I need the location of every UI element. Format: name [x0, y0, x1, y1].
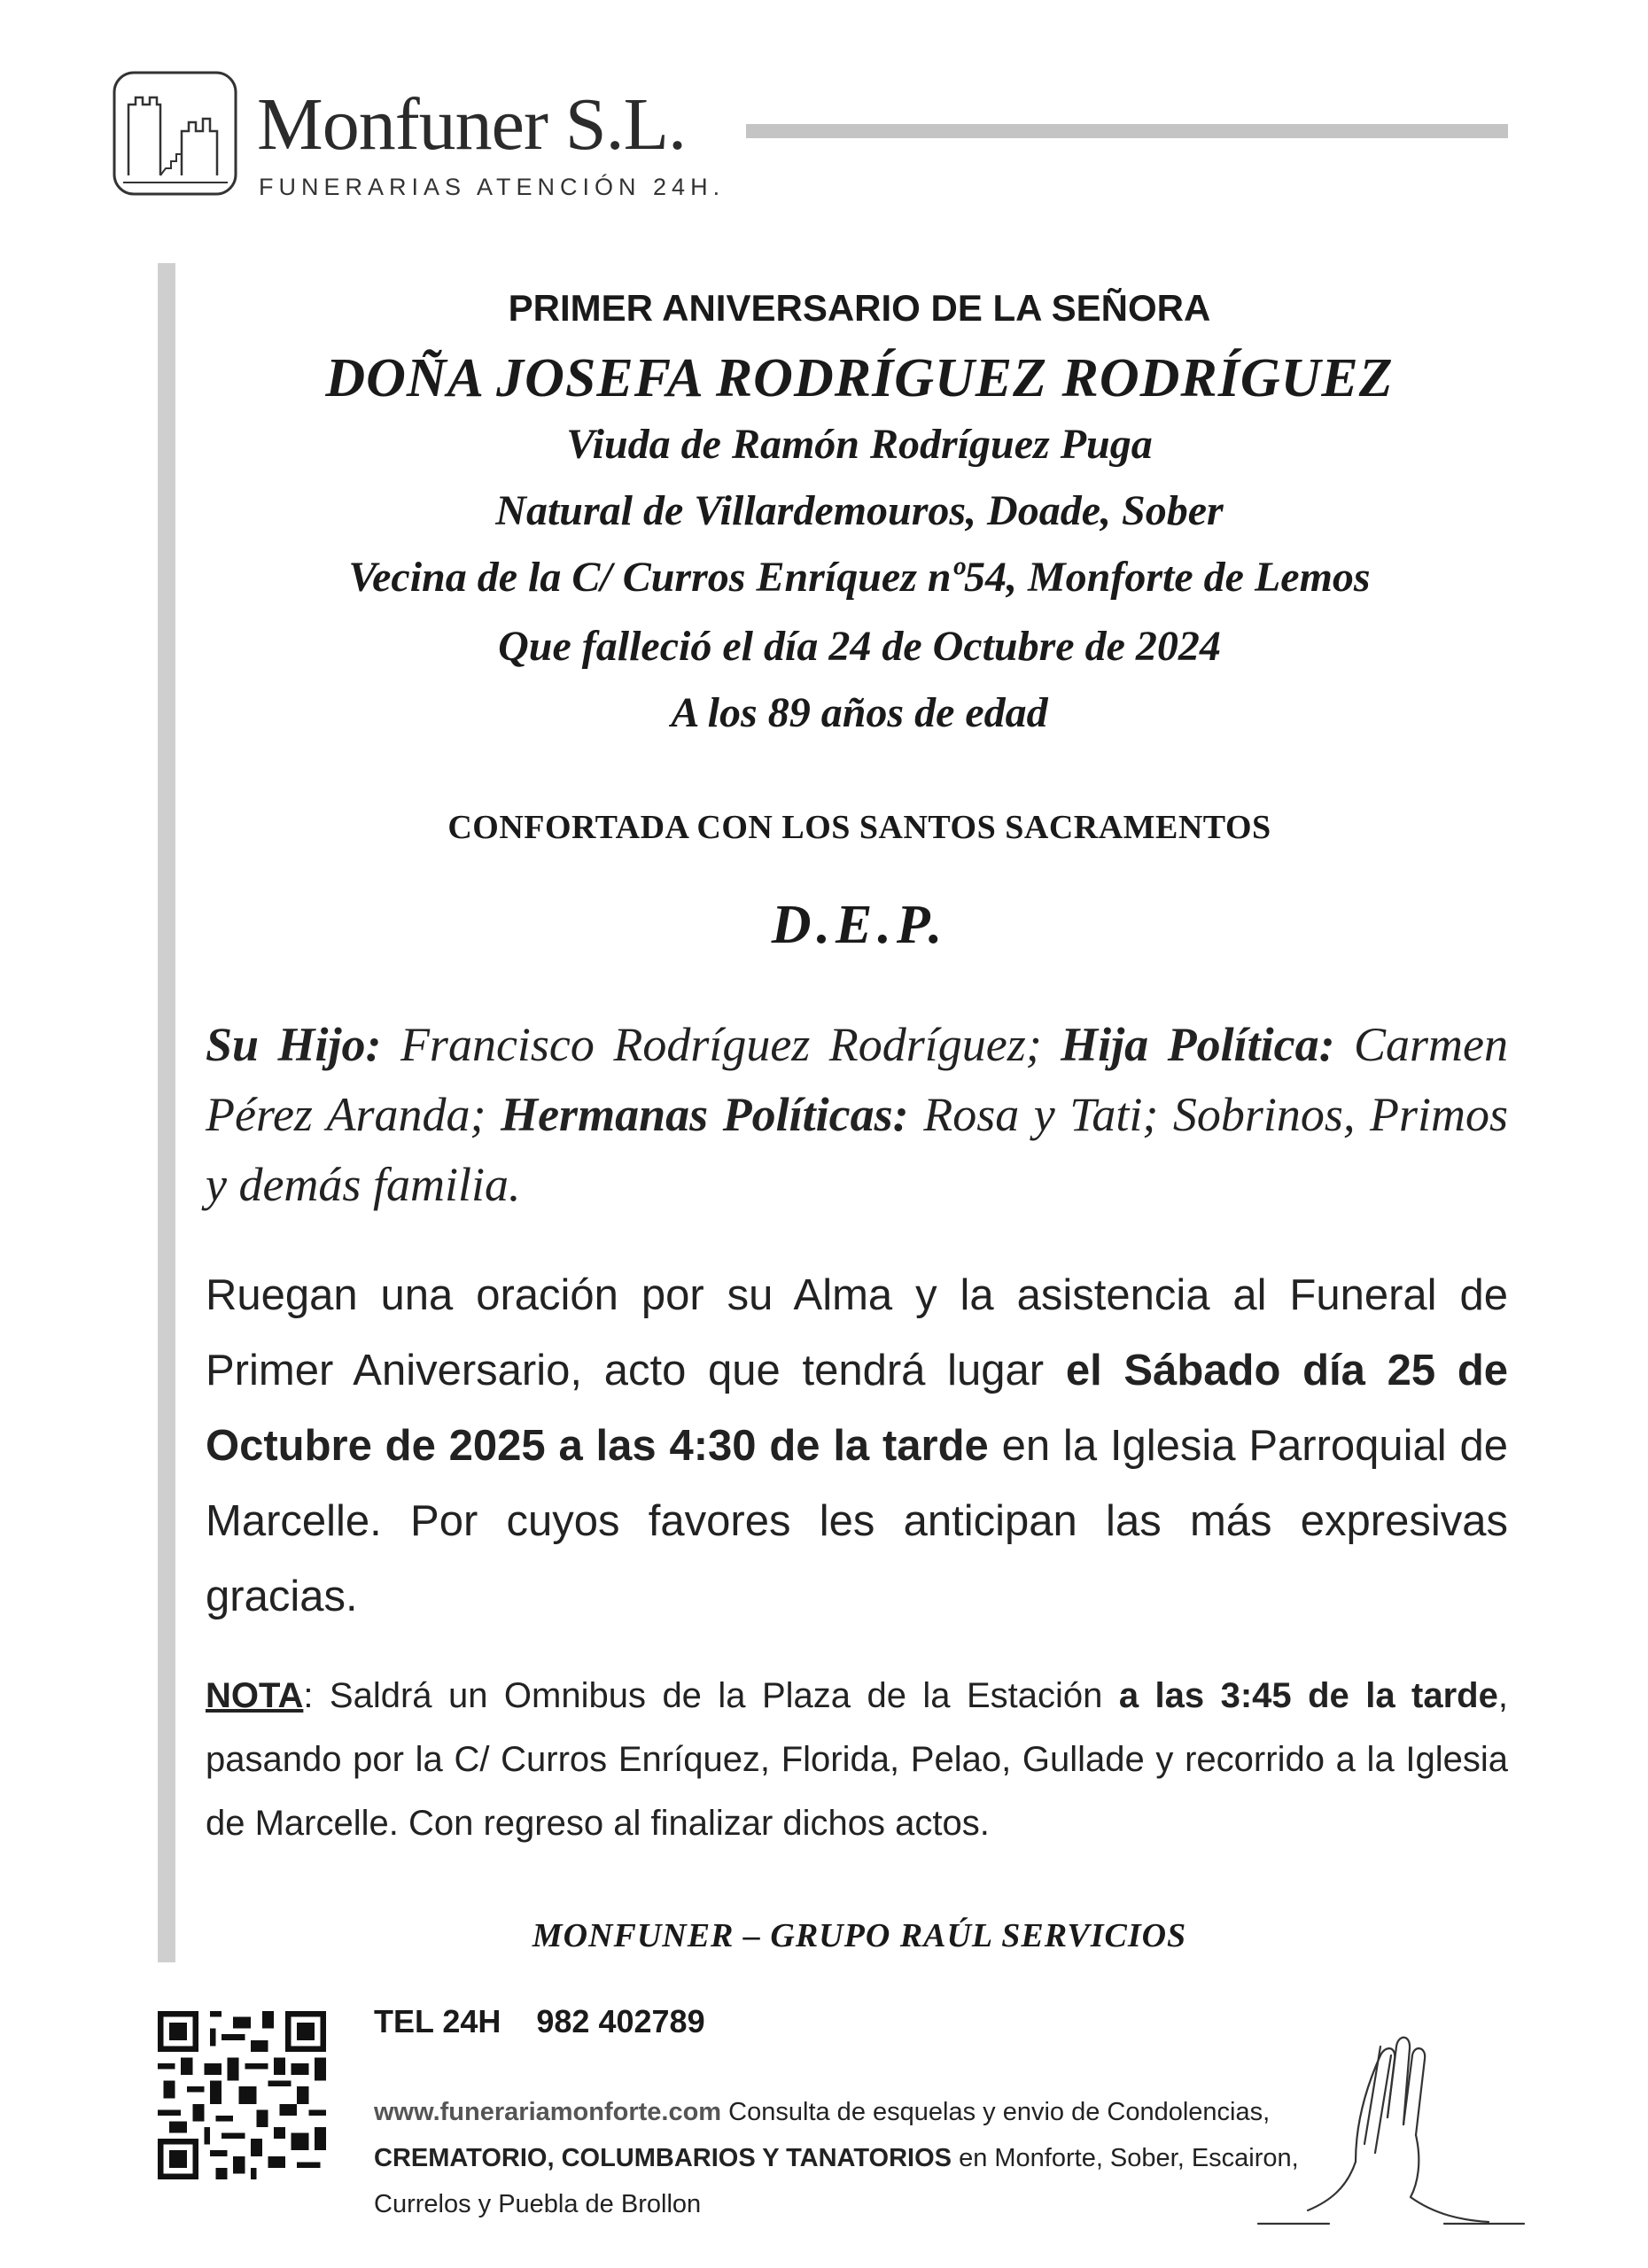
monfuner-logo-icon: [111, 69, 239, 198]
nota-label: NOTA: [206, 1676, 304, 1715]
sacraments-line: CONFORTADA CON LOS SANTOS SACRAMENTOS: [447, 809, 1271, 846]
tel-label: TEL 24H: [374, 2003, 501, 2039]
header-divider: [746, 124, 1508, 138]
death-date-line: Que falleció el día 24 de Octubre de 2024: [498, 623, 1221, 670]
bus-time: a las 3:45 de la tarde: [1118, 1676, 1498, 1715]
daughter-in-law-label: Hija Política:: [1061, 1018, 1335, 1071]
sisters-in-law-label: Hermanas Políticas:: [501, 1088, 909, 1141]
consult-text: Consulta de esquelas y envio de Condolencias,: [728, 2098, 1271, 2126]
funeral-date-time: el Sábado día 25 de Octubre de 2025 a las 4:30 de la tarde: [206, 1347, 1508, 1470]
locations-text: en Monforte, Sober, Escairon, Currelos y Puebla de Brollon: [374, 2144, 1299, 2218]
brand-subtitle: FUNERARIAS ATENCIÓN 24H.: [259, 174, 726, 200]
nota-text-2: , pasando por la C/ Curros Enríquez, Florida, Pelao, Gullade y recorrido a la Iglesia de Marcelle. Con regreso al finalizar dichos actos.: [206, 1676, 1508, 1843]
tel-number[interactable]: 982 402789: [536, 2003, 705, 2039]
invitation-paragraph: [206, 1258, 1508, 1635]
age-line: A los 89 años de edad: [671, 689, 1048, 736]
deceased-name: DOÑA JOSEFA RODRÍGUEZ RODRÍGUEZ: [325, 348, 1394, 408]
website-link[interactable]: www.funerariamonforte.com: [374, 2098, 722, 2126]
son-label: Su Hijo:: [206, 1018, 382, 1071]
resident-of-line: Vecina de la C/ Curros Enríquez nº54, Monforte de Lemos: [348, 554, 1371, 601]
praying-hands-icon: [1223, 2011, 1577, 2259]
invitation-text-1: Ruegan una oración por su Alma y la asistencia al Funeral de Primer Aniversario, acto que tendrá lugar: [206, 1271, 1508, 1394]
dep-mark: D.E.P.: [771, 895, 948, 955]
family-rest: Rosa y Tati; Sobrinos, Primos y demás familia.: [206, 1088, 1509, 1211]
family-paragraph: [206, 1010, 1508, 1220]
signature: MONFUNER – GRUPO RAÚL SERVICIOS: [532, 1917, 1187, 1954]
native-of-line: Natural de Villardemouros, Doade, Sober: [495, 487, 1224, 534]
qr-code-icon: [158, 2011, 326, 2179]
son-name: Francisco Rodríguez Rodríguez;: [400, 1018, 1042, 1071]
nota-text-1: Saldrá un Omnibus de la Plaza de la Estación: [329, 1676, 1103, 1715]
left-accent-bar: [158, 263, 175, 1962]
widow-of-line: Viuda de Ramón Rodríguez Puga: [566, 421, 1153, 468]
daughter-in-law-name: Carmen Pérez Aranda;: [206, 1018, 1508, 1141]
telephone-line: [374, 2002, 705, 2041]
services-list: CREMATORIO, COLUMBARIOS Y TANATORIOS: [374, 2144, 952, 2172]
nota-paragraph: NOTA: Saldrá un Omnibus de la Plaza de la Estación a las 3:45 de la tarde, pasando por la C/ Curros Enríquez, Florida, Pelao, Gullade y recorrido a la Iglesia de Marcelle. Con regreso al finalizar dichos actos.: [206, 1676, 1508, 1843]
notice-title: PRIMER ANIVERSARIO DE LA SEÑORA: [508, 287, 1211, 329]
brand-name: Monfuner S.L.: [257, 83, 686, 166]
invitation-text-2: en la Iglesia Parroquial de Marcelle. Por cuyos favores les anticipan las más expresivas gracias.: [206, 1422, 1508, 1620]
footer-info: [374, 2089, 1331, 2227]
